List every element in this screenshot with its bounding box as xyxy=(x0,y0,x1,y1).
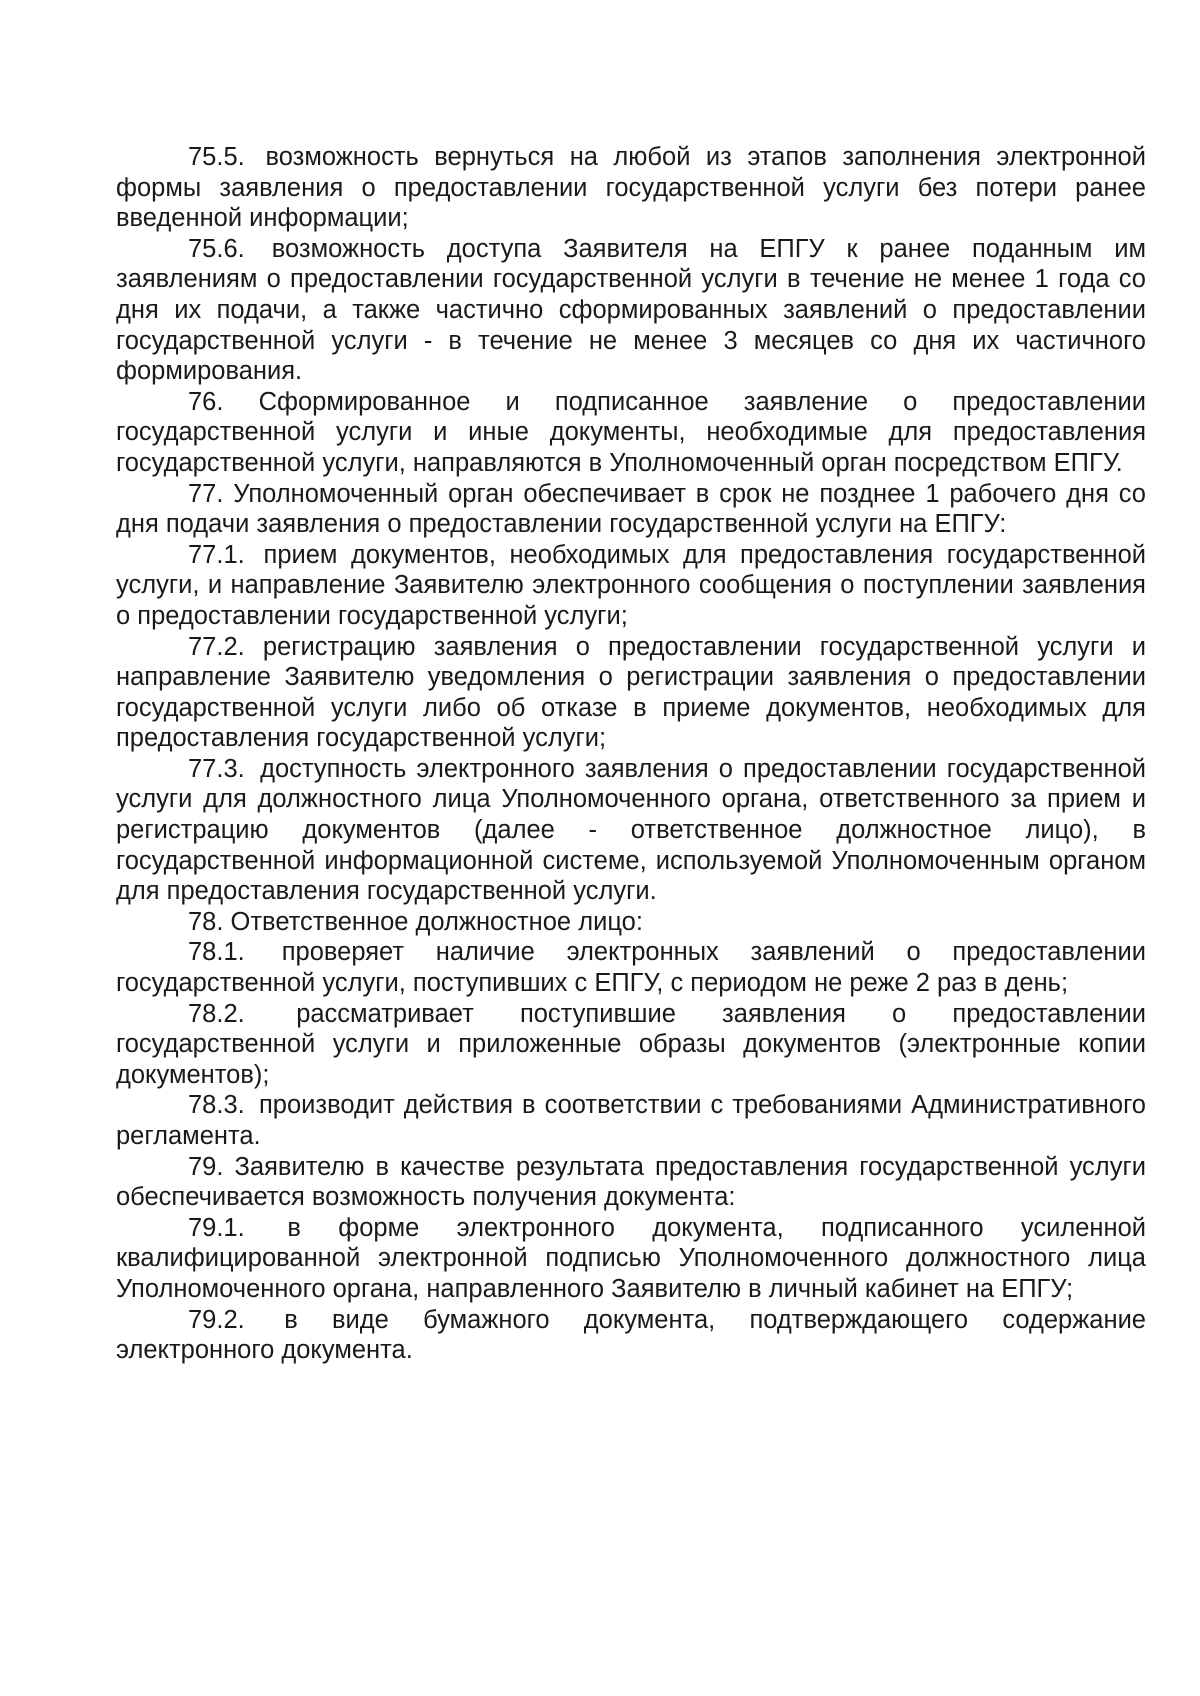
paragraph-78-1 xyxy=(116,937,1146,998)
paragraph-text: возможность вернуться на любой из этапов заполнения электронной формы заявления о предоставлении государственной услуги без потери ранее введенной информации; xyxy=(116,143,1146,233)
paragraph-number: 78. xyxy=(188,907,224,936)
paragraph-text: Заявителю в качестве результата предоставления государственной услуги обеспечивается возможность получения документа: xyxy=(116,1152,1146,1212)
document-body xyxy=(116,142,1146,1366)
paragraph-76 xyxy=(116,387,1146,479)
paragraph-text: в виде бумажного документа, подтверждающего содержание электронного документа. xyxy=(116,1305,1146,1365)
paragraph-75-5 xyxy=(116,142,1146,234)
paragraph-number: 77.3. xyxy=(188,754,245,783)
paragraph-text: Уполномоченный орган обеспечивает в срок не позднее 1 рабочего дня со дня подачи заявления о предоставлении государственной услуги на ЕПГУ: xyxy=(116,479,1146,539)
paragraph-number: 77.2. xyxy=(188,632,245,661)
paragraph-77-3 xyxy=(116,754,1146,907)
paragraph-number: 79.1. xyxy=(188,1213,245,1242)
paragraph-number: 78.3. xyxy=(188,1091,245,1120)
paragraph-78-3 xyxy=(116,1090,1146,1151)
paragraph-text: проверяет наличие электронных заявлений о предоставлении государственной услуги, поступивших с ЕПГУ, с периодом не реже 2 раз в день; xyxy=(116,938,1146,998)
paragraph-number: 78.1. xyxy=(188,938,245,967)
paragraph-text: Сформированное и подписанное заявление о предоставлении государственной услуги и иные документы, необходимые для предоставления государственной услуги, направляются в Уполномоченный орган посредством ЕПГУ. xyxy=(116,387,1146,477)
paragraph-text: возможность доступа Заявителя на ЕПГУ к ранее поданным им заявлениям о предоставлении государственной услуги в течение не менее 1 года со дня их подачи, а также частично сформированных заявлений о предоставлении государственной услуги - в течение не менее 3 месяцев со дня их частичного формирования. xyxy=(116,234,1146,386)
paragraph-number: 77.1. xyxy=(188,540,245,569)
paragraph-text: в форме электронного документа, подписанного усиленной квалифицированной электронной подписью Уполномоченного должностного лица Уполномоченного органа, направленного Заявителю в личный кабинет на ЕПГУ; xyxy=(116,1213,1146,1303)
paragraph-number: 78.2. xyxy=(188,999,245,1028)
paragraph-text: рассматривает поступившие заявления о предоставлении государственной услуги и приложенные образы документов (электронные копии документов); xyxy=(116,999,1147,1089)
paragraph-number: 76. xyxy=(188,387,224,416)
paragraph-77-1 xyxy=(116,540,1146,632)
paragraph-77-2 xyxy=(116,632,1146,754)
paragraph-number: 79. xyxy=(188,1152,224,1181)
paragraph-79-1 xyxy=(116,1213,1146,1305)
paragraph-text: доступность электронного заявления о предоставлении государственной услуги для должностного лица Уполномоченного органа, ответственного за прием и регистрацию документов (далее - ответственное должностное лицо), в государственной информационной системе, используемой Уполномоченным органом для предоставления государственной услуги. xyxy=(116,754,1146,906)
paragraph-78-2 xyxy=(116,999,1146,1091)
paragraph-78 xyxy=(116,907,1146,938)
paragraph-number: 75.6. xyxy=(188,234,245,263)
paragraph-text: прием документов, необходимых для предоставления государственной услуги, и направление Заявителю электронного сообщения о поступлении заявления о предоставлении государственной услуги; xyxy=(116,540,1146,630)
paragraph-text: Ответственное должностное лицо: xyxy=(230,907,643,936)
paragraph-text: производит действия в соответствии с требованиями Административного регламента. xyxy=(116,1091,1146,1150)
paragraph-79 xyxy=(116,1152,1146,1213)
paragraph-77 xyxy=(116,479,1146,540)
paragraph-number: 75.5. xyxy=(188,143,245,171)
paragraph-text: регистрацию заявления о предоставлении государственной услуги и направление Заявителю уведомления о регистрации заявления о предоставлении государственной услуги либо об отказе в приеме документов, необходимых для предоставления государственной услуги; xyxy=(116,632,1146,753)
paragraph-75-6 xyxy=(116,234,1146,387)
paragraph-number: 77. xyxy=(188,479,224,508)
paragraph-79-2 xyxy=(116,1305,1146,1366)
paragraph-number: 79.2. xyxy=(188,1305,245,1334)
